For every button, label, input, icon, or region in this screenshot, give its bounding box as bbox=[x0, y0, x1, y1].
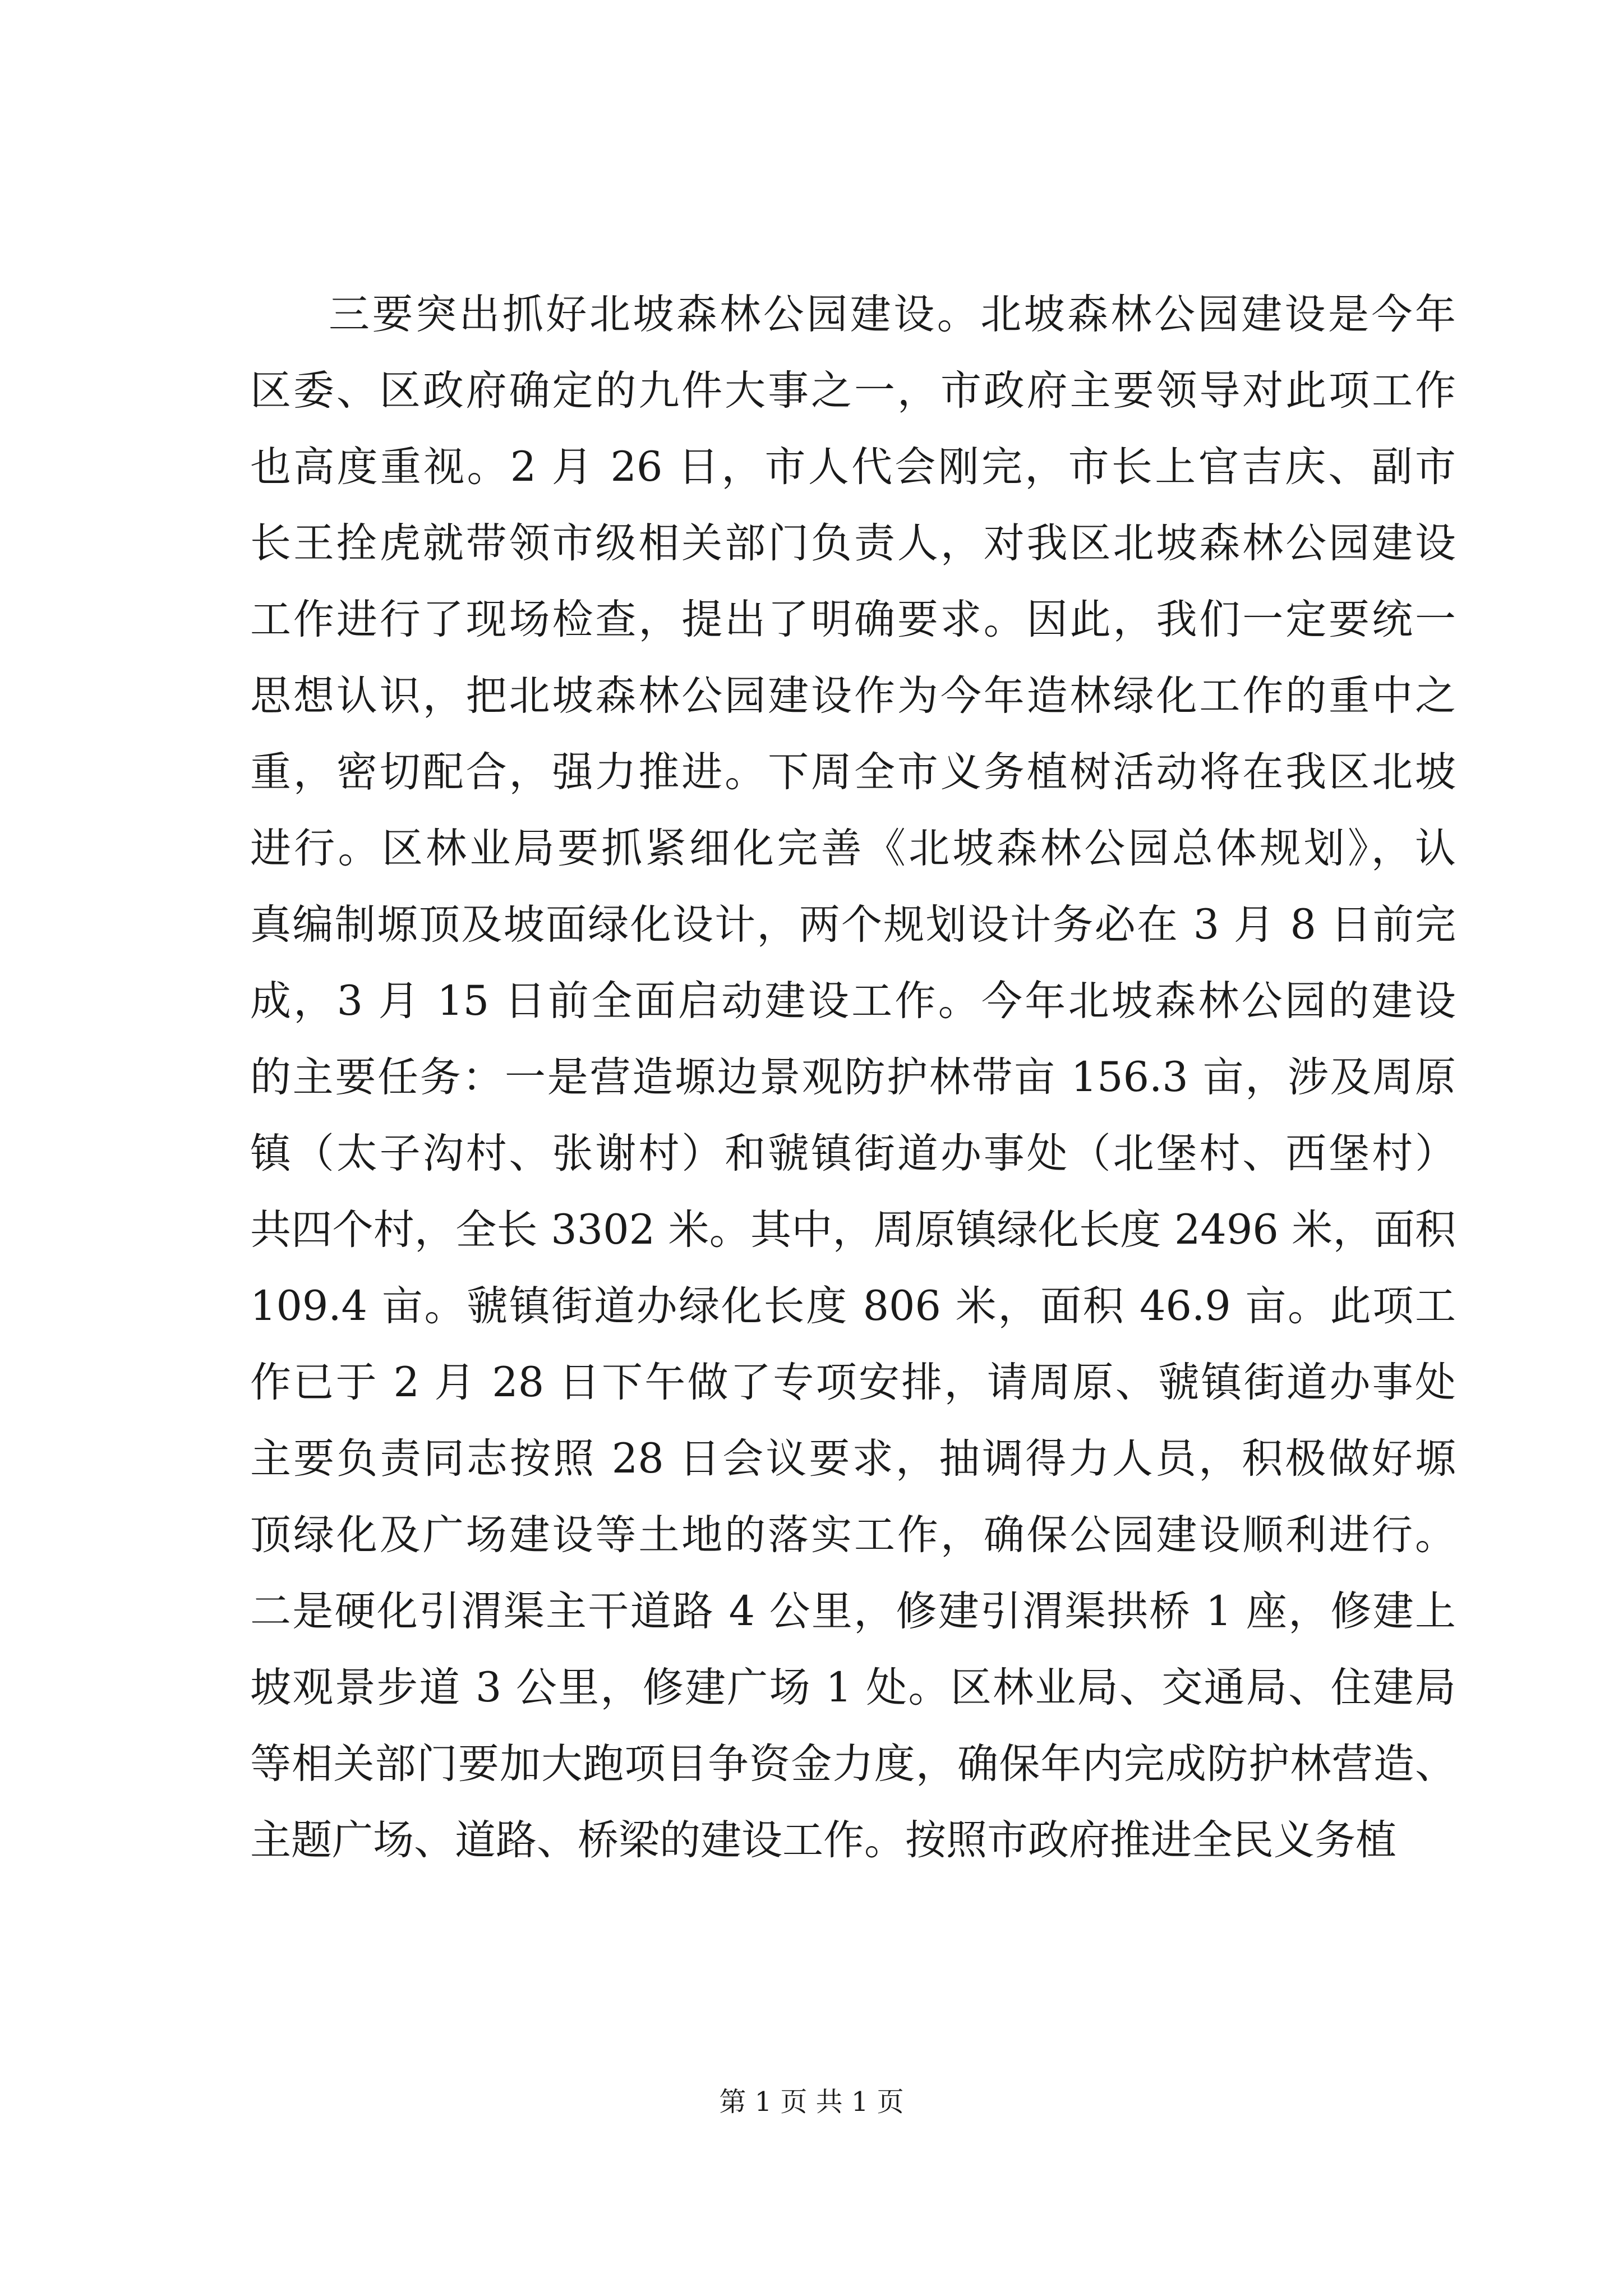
text-line: 坡观景步道 3 公里，修建广场 1 处。区林业局、交通局、住建局 bbox=[250, 1664, 1456, 1711]
text-line: 共四个村，全长 3302 米。其中，周原镇绿化长度 2496 米，面积 bbox=[250, 1206, 1456, 1254]
text-line: 作已于 2 月 28 日下午做了专项安排，请周原、虢镇街道办事处 bbox=[250, 1359, 1456, 1406]
text-line: 工作进行了现场检查，提出了明确要求。因此，我们一定要统一 bbox=[250, 596, 1456, 643]
text-line: 顶绿化及广场建设等土地的落实工作，确保公园建设顺利进行。 bbox=[250, 1511, 1456, 1559]
text-line: 思想认识，把北坡森林公园建设作为今年造林绿化工作的重中之 bbox=[250, 672, 1456, 720]
text-line: 主题广场、道路、桥梁的建设工作。按照市政府推进全民义务植 bbox=[250, 1816, 1396, 1864]
text-line: 三要突出抓好北坡森林公园建设。北坡森林公园建设是今年 bbox=[329, 291, 1456, 338]
text-line: 等相关部门要加大跑项目争资金力度，确保年内完成防护林营造、 bbox=[250, 1740, 1456, 1788]
text-line: 进行。区林业局要抓紧细化完善《北坡森林公园总体规划》，认 bbox=[250, 825, 1456, 872]
text-line: 区委、区政府确定的九件大事之一，市政府主要领导对此项工作 bbox=[250, 367, 1456, 415]
text-line: 109.4 亩。虢镇街道办绿化长度 806 米，面积 46.9 亩。此项工 bbox=[250, 1282, 1456, 1330]
text-line: 主要负责同志按照 28 日会议要求，抽调得力人员，积极做好塬 bbox=[250, 1435, 1456, 1483]
page-number-footer: 第 1 页 共 1 页 bbox=[719, 2086, 904, 2118]
text-line: 的主要任务：一是营造塬边景观防护林带亩 156.3 亩，涉及周原 bbox=[250, 1053, 1456, 1101]
text-line: 二是硬化引渭渠主干道路 4 公里，修建引渭渠拱桥 1 座，修建上 bbox=[250, 1588, 1456, 1635]
text-line: 成，3 月 15 日前全面启动建设工作。今年北坡森林公园的建设 bbox=[250, 977, 1456, 1025]
text-line: 镇（太子沟村、张谢村）和虢镇街道办事处（北堡村、西堡村） bbox=[250, 1130, 1456, 1177]
text-line: 也高度重视。2 月 26 日，市人代会刚完，市长上官吉庆、副市 bbox=[250, 443, 1456, 491]
text-line: 真编制塬顶及坡面绿化设计，两个规划设计务必在 3 月 8 日前完 bbox=[250, 901, 1456, 949]
text-line: 长王拴虎就带领市级相关部门负责人，对我区北坡森林公园建设 bbox=[250, 519, 1456, 567]
text-line: 重，密切配合，强力推进。下周全市义务植树活动将在我区北坡 bbox=[250, 748, 1456, 796]
